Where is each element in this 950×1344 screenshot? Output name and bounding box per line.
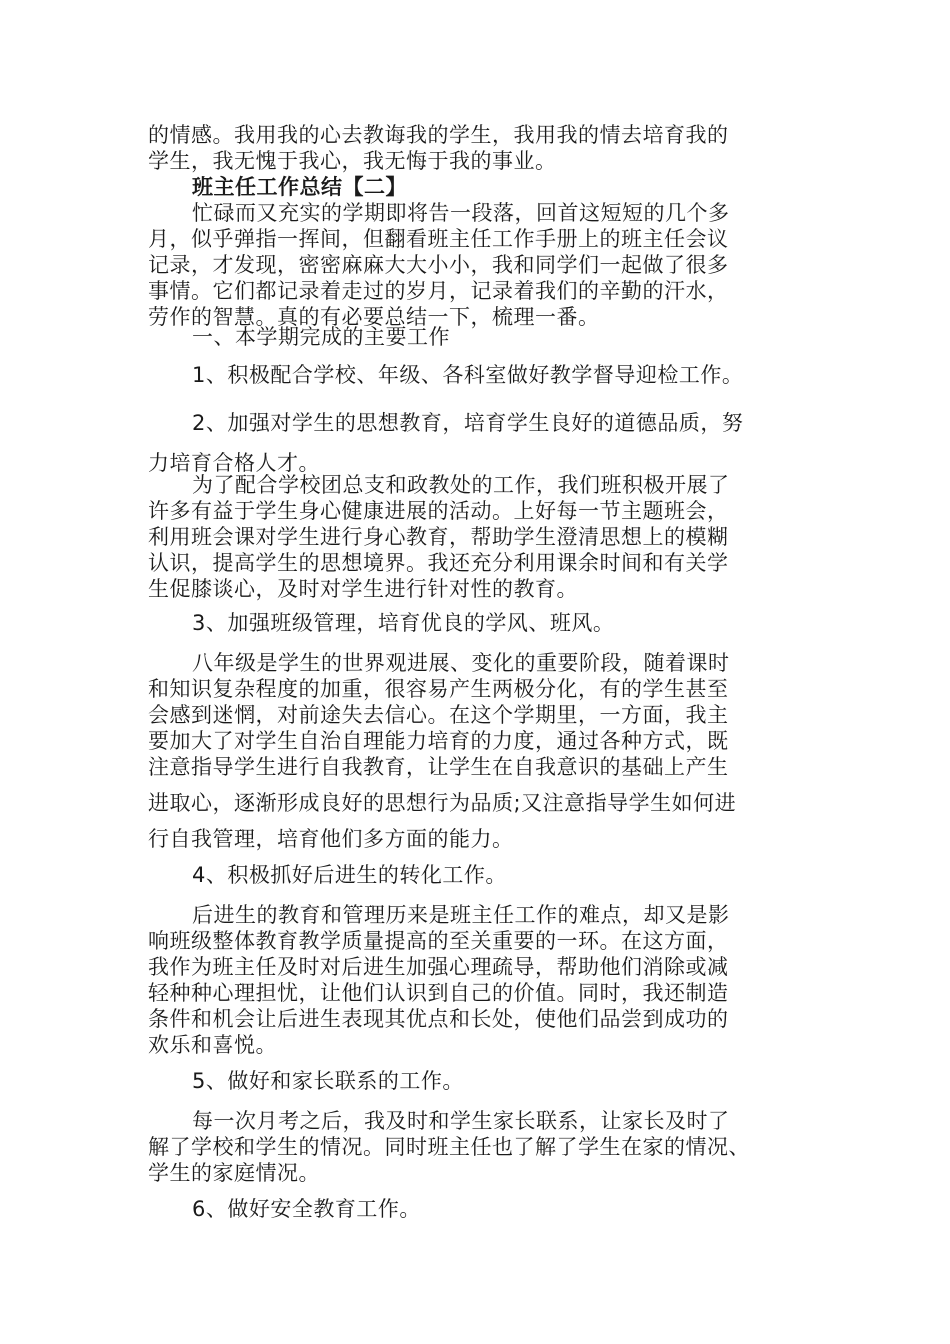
paragraph-line: 行自我管理，培育他们多方面的能力。 <box>148 827 514 851</box>
paragraph-line: 生促膝谈心，及时对学生进行针对性的教育。 <box>148 577 578 601</box>
paragraph-line: 为了配合学校团总支和政教处的工作，我们班积极开展了 <box>192 473 730 497</box>
paragraph-line: 学生，我无愧于我心，我无悔于我的事业。 <box>148 149 557 173</box>
paragraph-line: 注意指导学生进行自我教育，让学生在自我意识的基础上产生 <box>148 755 729 779</box>
list-item: 2、加强对学生的思想教育，培育学生良好的道德品质，努 <box>192 411 744 435</box>
paragraph-line: 记录，才发现，密密麻麻大大小小，我和同学们一起做了很多 <box>148 253 729 277</box>
paragraph-line: 会感到迷惘，对前途失去信心。在这个学期里，一方面，我主 <box>148 703 729 727</box>
paragraph-line: 利用班会课对学生进行身心教育，帮助学生澄清思想上的模糊 <box>148 525 729 549</box>
section-heading: 班主任工作总结【二】 <box>192 175 407 199</box>
paragraph-line: 进取心，逐渐形成良好的思想行为品质;又注意指导学生如何进 <box>148 791 737 815</box>
paragraph-line: 轻种种心理担忧，让他们认识到自己的价值。同时，我还制造 <box>148 981 729 1005</box>
paragraph-line: 事情。它们都记录着走过的岁月，记录着我们的辛勤的汗水， <box>148 279 729 303</box>
paragraph-line: 要加大了对学生自治自理能力培育的力度，通过各种方式，既 <box>148 729 729 753</box>
paragraph-line: 认识，提高学生的思想境界。我还充分利用课余时间和有关学 <box>148 551 729 575</box>
paragraph-line: 每一次月考之后，我及时和学生家长联系，让家长及时了 <box>192 1109 730 1133</box>
paragraph-line: 许多有益于学生身心健康进展的活动。上好每一节主题班会， <box>148 499 729 523</box>
list-item: 4、积极抓好后进生的转化工作。 <box>192 863 507 887</box>
list-item: 5、做好和家长联系的工作。 <box>192 1069 464 1093</box>
list-item: 3、加强班级管理，培育优良的学风、班风。 <box>192 611 615 635</box>
paragraph-line: 的情感。我用我的心去教诲我的学生，我用我的情去培育我的 <box>148 123 729 147</box>
paragraph-line: 月，似乎弹指一挥间，但翻看班主任工作手册上的班主任会议 <box>148 227 729 251</box>
paragraph-line: 学生的家庭情况。 <box>148 1161 320 1185</box>
paragraph-line: 响班级整体教育教学质量提高的至关重要的一环。在这方面， <box>148 929 729 953</box>
paragraph-line: 我作为班主任及时对后进生加强心理疏导，帮助他们消除或减 <box>148 955 729 979</box>
paragraph-line: 八年级是学生的世界观进展、变化的重要阶段，随着课时 <box>192 651 730 675</box>
list-heading: 一、本学期完成的主要工作 <box>192 325 450 349</box>
list-item: 1、积极配合学校、年级、各科室做好教学督导迎检工作。 <box>192 363 744 387</box>
paragraph-line: 和知识复杂程度的加重，很容易产生两极分化，有的学生甚至 <box>148 677 729 701</box>
paragraph-line: 忙碌而又充实的学期即将告一段落，回首这短短的几个多 <box>192 201 730 225</box>
paragraph-line: 条件和机会让后进生表现其优点和长处，使他们品尝到成功的 <box>148 1007 729 1031</box>
paragraph-line: 力培育合格人才。 <box>148 451 320 475</box>
paragraph-line: 劳作的智慧。真的有必要总结一下，梳理一番。 <box>148 305 600 329</box>
list-item: 6、做好安全教育工作。 <box>192 1197 421 1221</box>
paragraph-line: 欢乐和喜悦。 <box>148 1033 277 1057</box>
paragraph-line: 后进生的教育和管理历来是班主任工作的难点，却又是影 <box>192 903 730 927</box>
paragraph-line: 解了学校和学生的情况。同时班主任也了解了学生在家的情况、 <box>148 1135 750 1159</box>
